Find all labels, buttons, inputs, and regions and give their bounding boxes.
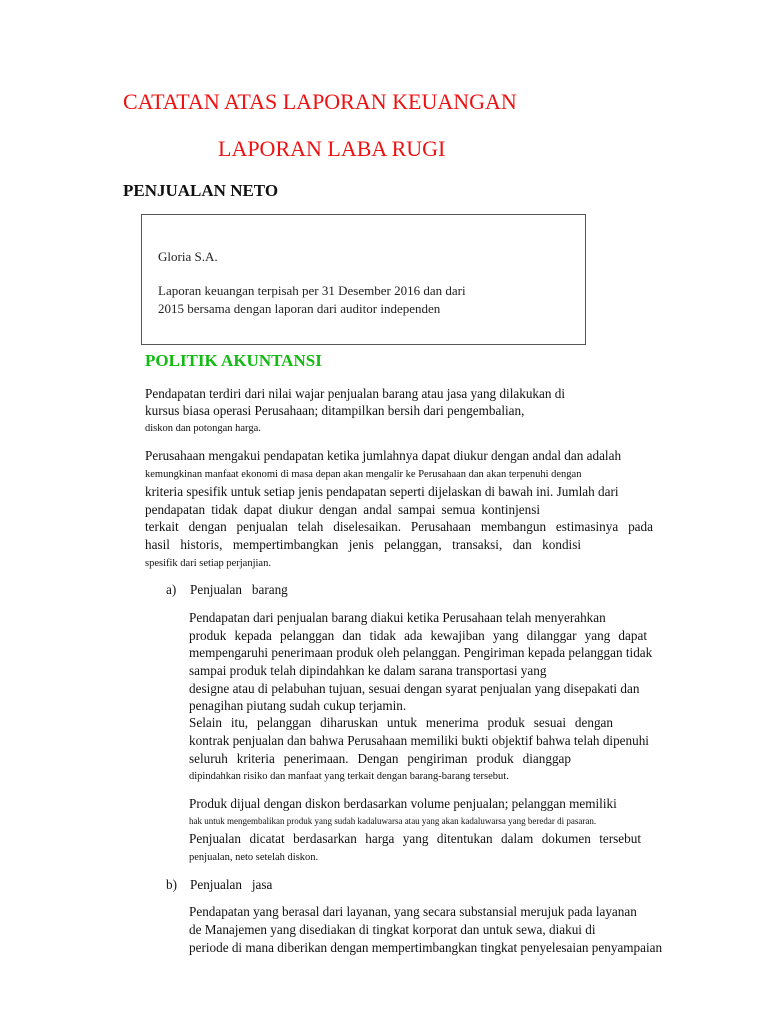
document-header-box bbox=[141, 214, 586, 345]
para1-line: Pendapatan terdiri dari nilai wajar penjualan barang atau jasa yang dilakukan di bbox=[145, 386, 566, 401]
para1-line: diskon dan potongan harga. bbox=[145, 423, 261, 434]
company-name: Gloria S.A. bbox=[158, 249, 218, 264]
item-a-line: penjualan, neto setelah diskon. bbox=[189, 852, 319, 863]
item-a-line: Produk dijual dengan diskon berdasarkan volume penjualan; pelanggan memiliki bbox=[189, 796, 617, 811]
item-a-line: designe atau di pelabuhan tujuan, sesuai dengan syarat penjualan yang disepakati dan bbox=[189, 681, 640, 696]
item-a-line: mempengaruhi penerimaan produk oleh pelanggan. Pengiriman kepada pelanggan tidak bbox=[189, 645, 653, 660]
para1-line: kursus biasa operasi Perusahaan; ditampilkan bersih dari pengembalian, bbox=[145, 403, 525, 418]
box-line-1: Laporan keuangan terpisah per 31 Desember 2016 dan dari bbox=[158, 283, 466, 298]
item-a-line: seluruh kriteria penerimaan. Dengan pengiriman produk dianggap bbox=[189, 751, 571, 766]
item-b-line: periode di mana diberikan dengan mempertimbangkan tingkat penyelesaian penyampaian bbox=[189, 940, 663, 955]
item-a-line: sampai produk telah dipindahkan ke dalam sarana transportasi yang bbox=[189, 663, 547, 678]
item-b-line: de Manajemen yang disediakan di tingkat korporat dan untuk sewa, diakui di bbox=[189, 922, 596, 937]
item-a-line: dipindahkan risiko dan manfaat yang terkait dengan barang-barang tersebut. bbox=[189, 771, 509, 782]
item-a-line: Pendapatan dari penjualan barang diakui ketika Perusahaan telah menyerahkan bbox=[189, 610, 606, 625]
para2-line: kemungkinan manfaat ekonomi di masa depan akan mengalir ke Perusahaan dan akan terpenuhi dengan bbox=[145, 469, 582, 480]
policy-heading: POLITIK AKUNTANSI bbox=[145, 351, 322, 370]
main-title: CATATAN ATAS LAPORAN KEUANGAN bbox=[123, 89, 517, 114]
item-b-line: Pendapatan yang berasal dari layanan, yang secara substansial merujuk pada layanan bbox=[189, 904, 637, 919]
item-a-line: hak untuk mengembalikan produk yang sudah kadaluwarsa atau yang akan kadaluwarsa yang beredar di pasaran. bbox=[189, 816, 597, 826]
para2-line: hasil historis, mempertimbangkan jenis pelanggan, transaksi, dan kondisi bbox=[145, 537, 581, 552]
item-a-marker: a) bbox=[166, 582, 177, 597]
subtitle: LAPORAN LABA RUGI bbox=[218, 136, 446, 161]
item-a-line: penagihan piutang sudah cukup terjamin. bbox=[189, 698, 407, 713]
item-a-line: Penjualan dicatat berdasarkan harga yang ditentukan dalam dokumen tersebut bbox=[189, 831, 641, 846]
item-a-line: produk kepada pelanggan dan tidak ada kewajiban yang dilanggar yang dapat bbox=[189, 628, 647, 643]
item-a-line: Selain itu, pelanggan diharuskan untuk menerima produk sesuai dengan bbox=[189, 715, 613, 730]
item-a-label: Penjualan barang bbox=[190, 582, 288, 597]
para2-line: terkait dengan penjualan telah diselesaikan. Perusahaan membangun estimasinya pada bbox=[145, 519, 653, 534]
para2-line: Perusahaan mengakui pendapatan ketika jumlahnya dapat diukur dengan andal dan adalah bbox=[145, 448, 622, 463]
para2-line: spesifik dari setiap perjanjian. bbox=[145, 558, 271, 569]
item-a-line: kontrak penjualan dan bahwa Perusahaan memiliki bukti objektif bahwa telah dipenuhi bbox=[189, 733, 649, 748]
box-line-2: 2015 bersama dengan laporan dari auditor independen bbox=[158, 301, 441, 316]
item-b-label: Penjualan jasa bbox=[190, 877, 273, 892]
section-heading: PENJUALAN NETO bbox=[123, 181, 279, 200]
item-b-marker: b) bbox=[166, 877, 177, 892]
para2-line: pendapatan tidak dapat diukur dengan andal sampai semua kontinjensi bbox=[145, 502, 540, 517]
para2-line: kriteria spesifik untuk setiap jenis pendapatan seperti dijelaskan di bawah ini. Jumlah dari bbox=[145, 484, 619, 499]
